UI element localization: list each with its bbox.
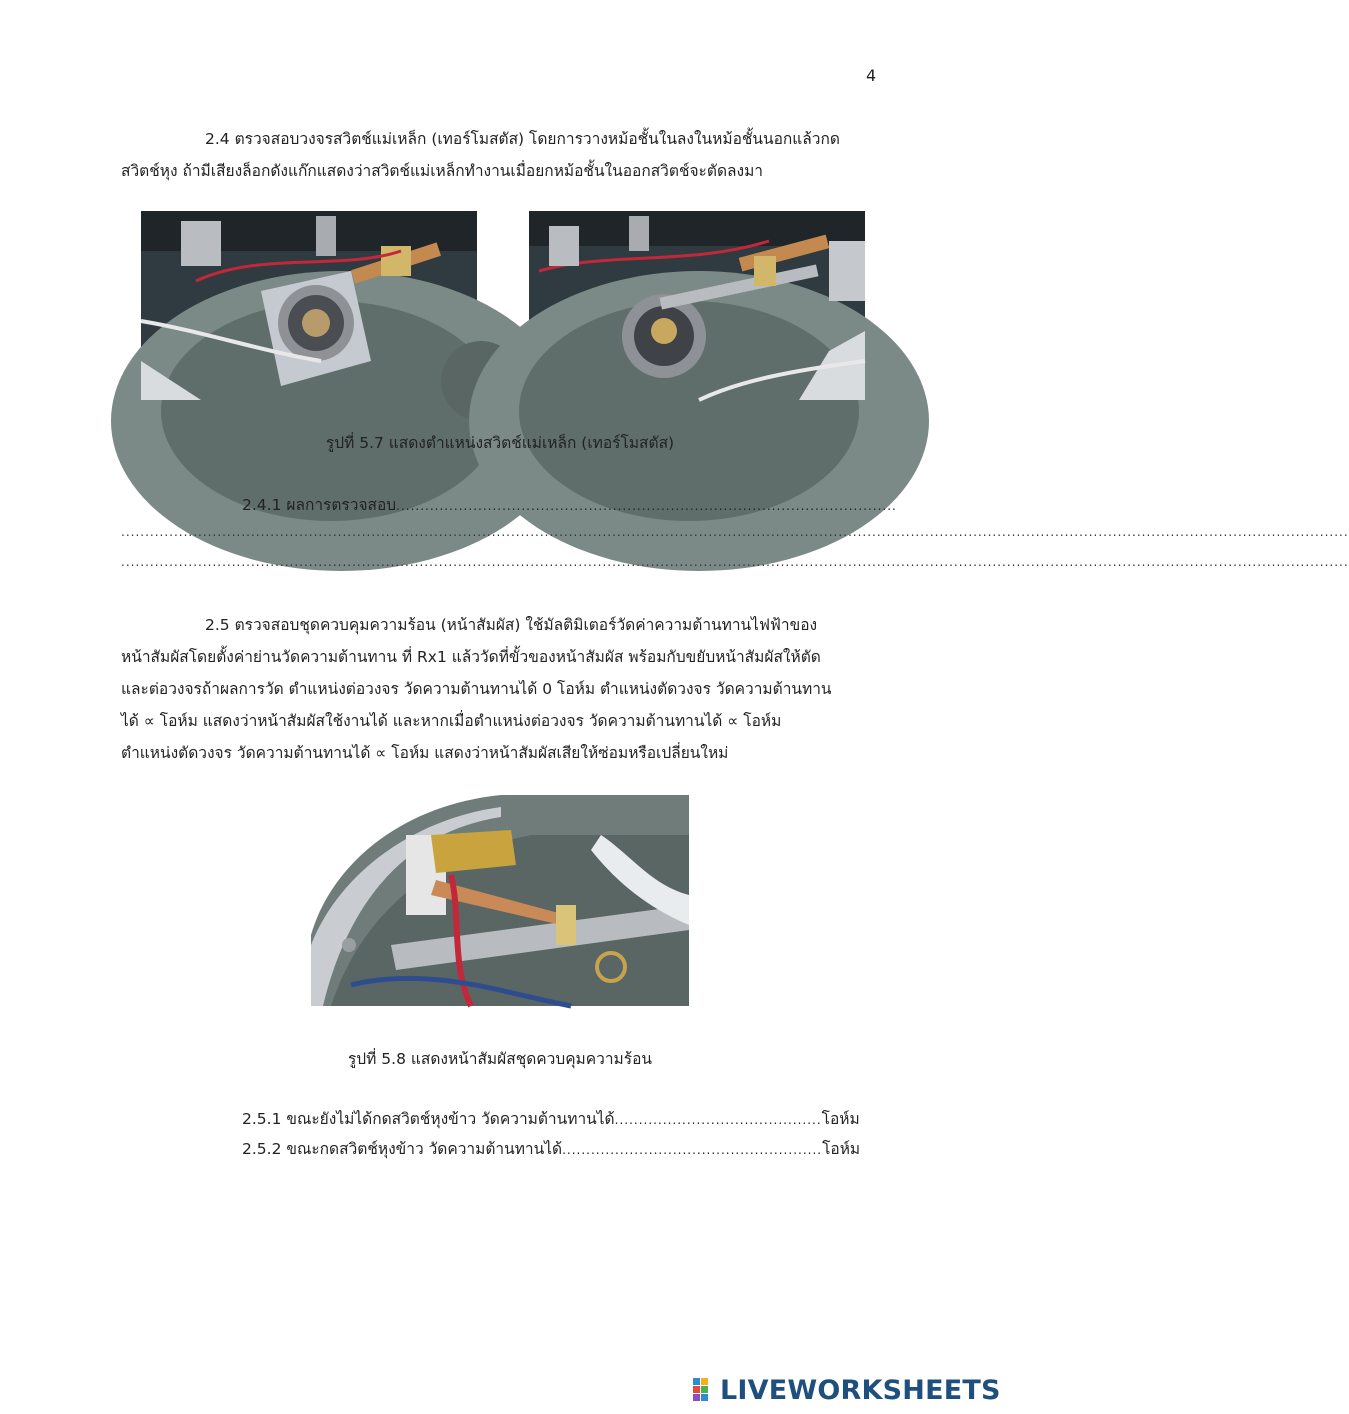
result-2-4-1-answer-field[interactable]: ........................................................................................................ (396, 499, 897, 513)
liveworksheets-logo-text: LIVEWORKSHEETS (720, 1374, 1001, 1406)
result-2-4-1-label: 2.4.1 ผลการตรวจสอบ (242, 496, 397, 514)
answer-line-1[interactable]: ............................................................................................................................................................................................................................................................... (121, 525, 1349, 539)
item-2-5-2 (242, 1136, 860, 1161)
answer-line-2[interactable]: ............................................................................................................................................................................................................................................................... (121, 555, 1349, 569)
page-number: 4 (866, 66, 877, 85)
section-2-5-line3: และต่อวงจรถ้าผลการวัด ตำแหน่งต่อวงจร วัดความต้านทานได้ 0 โอห์ม ตำแหน่งตัดวงจร วัดความต้านทาน (121, 680, 832, 698)
figure-5-7-caption: รูปที่ 5.7 แสดงตำแหน่งสวิตช์แม่เหล็ก (เทอร์โมสตัส) (325, 434, 675, 452)
item-2-5-1-answer-field[interactable]: ........................................... (614, 1113, 822, 1127)
item-2-5-1-label: 2.5.1 ขณะยังไม่ได้กดสวิตช์หุงข้าว วัดความต้านทานได้ (242, 1110, 615, 1128)
section-2-5-line4: ได้ ∝ โอห์ม แสดงว่าหน้าสัมผัสใช้งานได้ และหากเมื่อตำแหน่งต่อวงจร วัดความต้านทานได้ ∝ โอห์ม (121, 712, 782, 730)
item-2-5-2-unit: โอห์ม (822, 1140, 861, 1158)
figure-5-8-caption: รูปที่ 5.8 แสดงหน้าสัมผัสชุดควบคุมความร้อน (347, 1050, 652, 1068)
item-2-5-2-answer-field[interactable]: ...................................................... (562, 1143, 823, 1157)
liveworksheets-logo[interactable] (693, 1374, 1001, 1406)
section-2-5-line5: ตำแหน่งตัดวงจร วัดความต้านทานได้ ∝ โอห์ม แสดงว่าหน้าสัมผัสเสียให้ซ่อมหรือเปลี่ยนใหม่ (121, 744, 729, 762)
item-2-5-2-label: 2.5.2 ขณะกดสวิตช์หุงข้าว วัดความต้านทานได้ (242, 1140, 563, 1158)
section-2-4-line1: 2.4 ตรวจสอบวงจรสวิตช์แม่เหล็ก (เทอร์โมสตัส) โดยการวางหม้อชั้นในลงในหม้อชั้นนอกแล้วกด (205, 130, 840, 148)
item-2-5-1 (242, 1106, 860, 1131)
heating-contact-photo (311, 795, 689, 1006)
item-2-5-1-unit: โอห์ม (821, 1110, 860, 1128)
liveworksheets-logo-icon (693, 1378, 717, 1402)
section-2-5-line2: หน้าสัมผัสโดยตั้งค่าย่านวัดความต้านทาน ที่ Rx1 แล้ววัดที่ขั้วของหน้าสัมผัส พร้อมกับขยับหน้าสัมผัสให้ตัด (121, 648, 821, 666)
section-2-4-line2: สวิตช์หุง ถ้ามีเสียงล็อกดังแก๊กแสดงว่าสวิตช์แม่เหล็กทำงานเมื่อยกหม้อชั้นในออกสวิตช์จะตัดลงมา (121, 162, 763, 180)
section-2-5-line1: 2.5 ตรวจสอบชุดควบคุมความร้อน (หน้าสัมผัส) ใช้มัลติมิเตอร์วัดค่าความต้านทานไฟฟ้าของ (205, 616, 818, 634)
thermostat-photo-left (141, 211, 477, 400)
thermostat-photo-right (529, 211, 865, 400)
result-2-4-1 (242, 492, 897, 517)
